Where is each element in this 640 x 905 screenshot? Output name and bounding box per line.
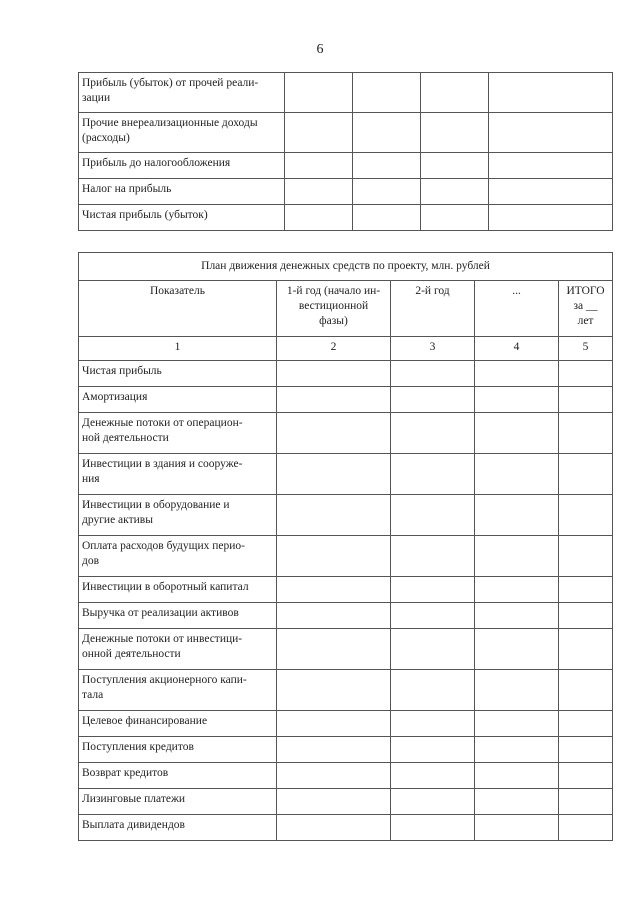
empty-cell: [391, 603, 475, 629]
empty-cell: [421, 113, 489, 153]
empty-cell: [391, 789, 475, 815]
empty-cell: [475, 387, 559, 413]
empty-cell: [489, 179, 613, 205]
table-title-row: [79, 253, 613, 281]
empty-cell: [285, 73, 353, 113]
empty-cell: [559, 454, 613, 495]
empty-cell: [391, 413, 475, 454]
empty-cell: [391, 711, 475, 737]
empty-cell: [559, 361, 613, 387]
empty-cell: [277, 454, 391, 495]
column-number-row: [79, 337, 613, 361]
empty-cell: [277, 629, 391, 670]
empty-cell: [475, 670, 559, 711]
empty-cell: [475, 495, 559, 536]
table-row: [79, 763, 613, 789]
empty-cell: [559, 815, 613, 841]
empty-cell: [475, 603, 559, 629]
table-row: [79, 179, 613, 205]
empty-cell: [559, 629, 613, 670]
empty-cell: [421, 73, 489, 113]
empty-cell: [475, 789, 559, 815]
page-number: 6: [316, 42, 324, 57]
row-label: Лизинговые платежи: [79, 789, 277, 815]
row-label: Налог на прибыль: [79, 179, 285, 205]
empty-cell: [559, 387, 613, 413]
empty-cell: [277, 763, 391, 789]
header-year-1: 1-й год (начало ин- вестиционной фазы): [277, 281, 391, 337]
row-label: Инвестиции в оборотный капитал: [79, 577, 277, 603]
empty-cell: [391, 361, 475, 387]
empty-cell: [559, 670, 613, 711]
row-label: Чистая прибыль (убыток): [79, 205, 285, 231]
empty-cell: [475, 763, 559, 789]
column-number: 3: [391, 337, 475, 361]
empty-cell: [285, 179, 353, 205]
empty-cell: [277, 495, 391, 536]
empty-cell: [489, 205, 613, 231]
table-row: [79, 454, 613, 495]
empty-cell: [353, 179, 421, 205]
row-label: Инвестиции в здания и сооруже- ния: [79, 454, 277, 495]
empty-cell: [285, 153, 353, 179]
row-label: Возврат кредитов: [79, 763, 277, 789]
table-row: [79, 113, 613, 153]
empty-cell: [475, 361, 559, 387]
empty-cell: [489, 73, 613, 113]
empty-cell: [475, 815, 559, 841]
empty-cell: [353, 153, 421, 179]
header-total: ИТОГО за __ лет: [559, 281, 613, 337]
empty-cell: [353, 73, 421, 113]
empty-cell: [559, 577, 613, 603]
empty-cell: [391, 670, 475, 711]
empty-cell: [277, 413, 391, 454]
empty-cell: [277, 711, 391, 737]
table-row: [79, 205, 613, 231]
empty-cell: [285, 205, 353, 231]
row-label: Денежные потоки от инвестици- онной деятельности: [79, 629, 277, 670]
empty-cell: [277, 536, 391, 577]
empty-cell: [391, 763, 475, 789]
row-label: Поступления кредитов: [79, 737, 277, 763]
empty-cell: [391, 536, 475, 577]
row-label: Прибыль до налогообложения: [79, 153, 285, 179]
column-number: 4: [475, 337, 559, 361]
empty-cell: [285, 113, 353, 153]
row-label: Целевое финансирование: [79, 711, 277, 737]
table-row: [79, 73, 613, 113]
empty-cell: [475, 577, 559, 603]
empty-cell: [559, 763, 613, 789]
table-row: [79, 361, 613, 387]
row-label: Денежные потоки от операцион- ной деятельности: [79, 413, 277, 454]
table-row: [79, 536, 613, 577]
empty-cell: [559, 711, 613, 737]
table-row: [79, 737, 613, 763]
empty-cell: [391, 815, 475, 841]
table-row: [79, 629, 613, 670]
empty-cell: [391, 387, 475, 413]
column-number: 5: [559, 337, 613, 361]
table-row: [79, 153, 613, 179]
empty-cell: [421, 153, 489, 179]
empty-cell: [391, 737, 475, 763]
empty-cell: [277, 603, 391, 629]
table-row: [79, 670, 613, 711]
empty-cell: [559, 536, 613, 577]
empty-cell: [475, 413, 559, 454]
row-label: Поступления акционерного капи- тала: [79, 670, 277, 711]
empty-cell: [475, 454, 559, 495]
row-label: Прочие внереализационные доходы (расходы): [79, 113, 285, 153]
row-label: Инвестиции в оборудование и другие активы: [79, 495, 277, 536]
empty-cell: [489, 113, 613, 153]
empty-cell: [277, 577, 391, 603]
header-ellipsis: ...: [475, 281, 559, 337]
empty-cell: [489, 153, 613, 179]
header-row: [79, 281, 613, 337]
empty-cell: [353, 113, 421, 153]
empty-cell: [559, 413, 613, 454]
empty-cell: [277, 815, 391, 841]
table-row: [79, 789, 613, 815]
empty-cell: [391, 629, 475, 670]
row-label: Выручка от реализации активов: [79, 603, 277, 629]
column-number: 1: [79, 337, 277, 361]
empty-cell: [391, 495, 475, 536]
table-row: [79, 577, 613, 603]
empty-cell: [475, 737, 559, 763]
empty-cell: [475, 711, 559, 737]
empty-cell: [559, 737, 613, 763]
cash-flow-table: [78, 252, 613, 841]
row-label: Оплата расходов будущих перио- дов: [79, 536, 277, 577]
empty-cell: [277, 387, 391, 413]
empty-cell: [353, 205, 421, 231]
table-row: [79, 495, 613, 536]
table-row: [79, 711, 613, 737]
empty-cell: [277, 670, 391, 711]
profit-table: [78, 72, 613, 231]
empty-cell: [421, 205, 489, 231]
table-title: План движения денежных средств по проекту, млн. рублей: [79, 253, 613, 281]
empty-cell: [559, 789, 613, 815]
empty-cell: [277, 737, 391, 763]
table-row: [79, 815, 613, 841]
empty-cell: [559, 495, 613, 536]
row-label: Прибыль (убыток) от прочей реали- зации: [79, 73, 285, 113]
empty-cell: [421, 179, 489, 205]
empty-cell: [391, 454, 475, 495]
empty-cell: [475, 536, 559, 577]
table-row: [79, 387, 613, 413]
empty-cell: [559, 603, 613, 629]
row-label: Чистая прибыль: [79, 361, 277, 387]
header-indicator: Показатель: [79, 281, 277, 337]
empty-cell: [391, 577, 475, 603]
table-row: [79, 603, 613, 629]
empty-cell: [475, 629, 559, 670]
column-number: 2: [277, 337, 391, 361]
row-label: Амортизация: [79, 387, 277, 413]
table-row: [79, 413, 613, 454]
row-label: Выплата дивидендов: [79, 815, 277, 841]
header-year-2: 2-й год: [391, 281, 475, 337]
empty-cell: [277, 361, 391, 387]
empty-cell: [277, 789, 391, 815]
